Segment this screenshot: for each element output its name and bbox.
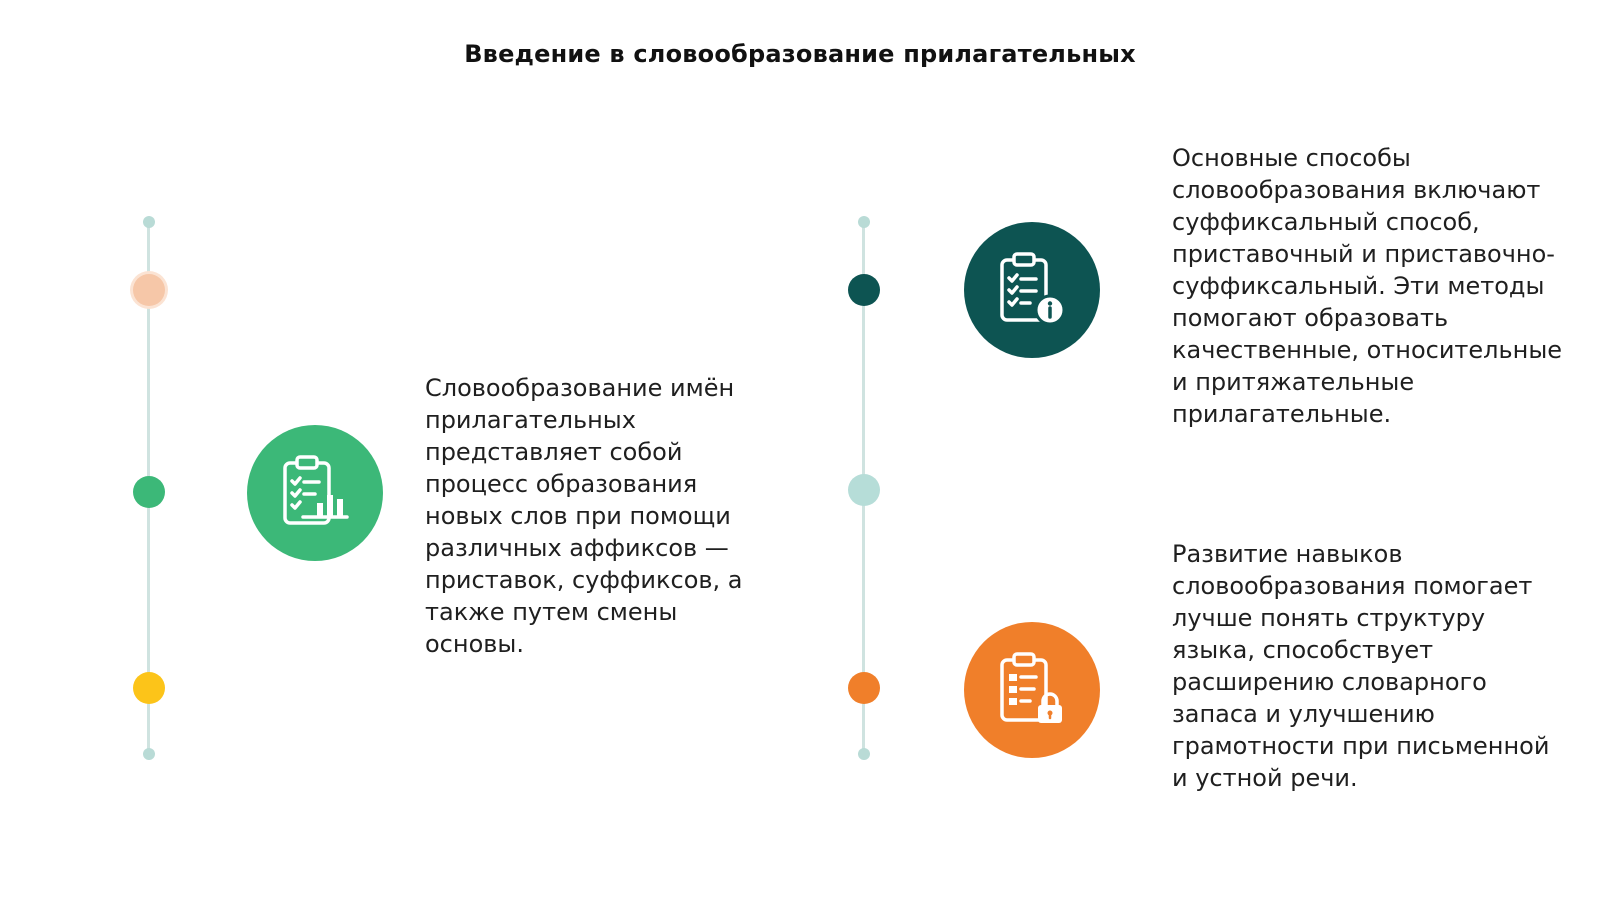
block-text-formation-methods: Основные способы словообразования включают суффиксальный способ, приставочный и приставочно-суффиксальный. Эти методы помогают образовать качественные, относительные и притяжательные прилагательные. xyxy=(1172,144,1563,428)
clipboard-lock-icon xyxy=(964,622,1100,758)
clipboard-chart-icon xyxy=(247,425,383,561)
timeline-end-dot-top xyxy=(143,216,155,228)
timeline-node-peach xyxy=(133,274,165,306)
timeline-end-dot-top xyxy=(858,216,870,228)
timeline-node-orange xyxy=(848,672,880,704)
clipboard-info-icon xyxy=(964,222,1100,358)
right-timeline xyxy=(844,210,884,770)
timeline-node-dark-teal xyxy=(848,274,880,306)
block-text-word-formation-definition: Словообразование имён прилагательных представляет собой процесс образования новых слов при помощи различных аффиксов — приставок, суффиксов, а также путем смены основы. xyxy=(425,374,743,658)
block-text-skills-development: Развитие навыков словообразования помогает лучше понять структуру языка, способствует расширению словарного запаса и улучшению грамотности при письменной и устной речи. xyxy=(1172,540,1550,792)
timeline-end-dot-bottom xyxy=(858,748,870,760)
timeline-node-mint xyxy=(848,474,880,506)
left-timeline xyxy=(129,210,169,770)
timeline-end-dot-bottom xyxy=(143,748,155,760)
timeline-node-green xyxy=(133,476,165,508)
timeline-node-yellow xyxy=(133,672,165,704)
page-title: Введение в словообразование прилагательных xyxy=(464,40,1136,68)
